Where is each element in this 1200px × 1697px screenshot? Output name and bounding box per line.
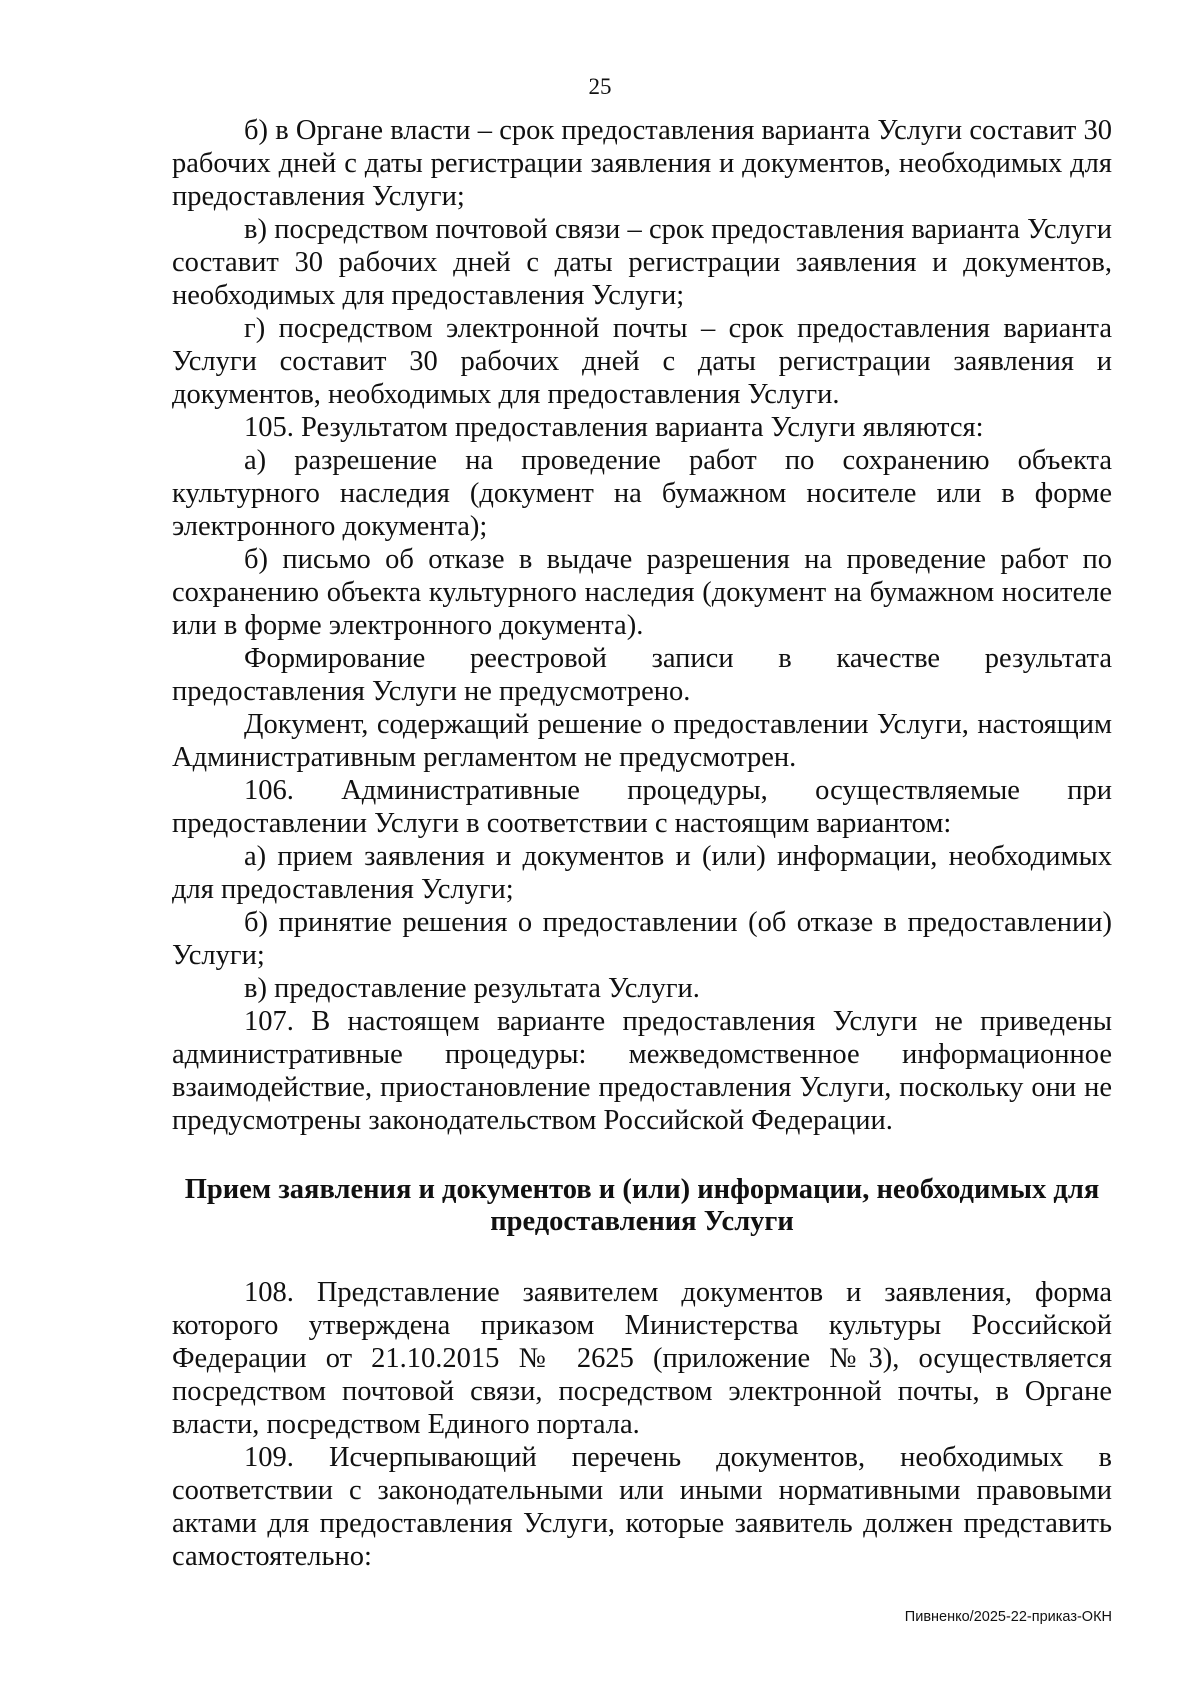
- paragraph-registry-record: Формирование реестровой записи в качестве результата предоставления Услуги не предусмотрено.: [172, 643, 1112, 707]
- paragraph-item-b-in-authority: б) в Органе власти – срок предоставления варианта Услуги составит 30 рабочих дней с даты регистрации заявления и документов, необходимых для предоставления Услуги;: [172, 115, 1112, 212]
- page-number: 25: [588, 74, 612, 99]
- document-body: [172, 114, 1112, 1573]
- paragraph-105-a: а) разрешение на проведение работ по сохранению объекта культурного наследия (документ на бумажном носителе или в форме электронного документа);: [172, 445, 1112, 542]
- paragraph-105: 105. Результатом предоставления варианта Услуги являются:: [244, 412, 984, 443]
- paragraph-106: 106. Административные процедуры, осуществляемые при предоставлении Услуги в соответствии с настоящим вариантом:: [172, 775, 1112, 839]
- paragraph-108: 108. Представление заявителем документов и заявления, форма которого утверждена приказом Министерства культуры Российской Федерации от 21.10.2015 № 2625 (приложение №3), осуществляется посредством почтовой связи, посредством электронной почты, в Органе власти, посредством Единого портала.: [172, 1277, 1112, 1440]
- paragraph-item-v-by-post: в) посредством почтовой связи – срок предоставления варианта Услуги составит 30 рабочих дней с даты регистрации заявления и документов, необходимых для предоставления Услуги;: [172, 214, 1112, 311]
- footer-reference: Пивненко/2025-22-приказ-ОКН: [904, 1609, 1112, 1625]
- paragraph-109: 109. Исчерпывающий перечень документов, необходимых в соответствии с законодательными или иными нормативными правовыми актами для предоставления Услуги, которые заявитель должен представить самостоятельно:: [172, 1442, 1112, 1572]
- paragraph-decision-document: Документ, содержащий решение о предоставлении Услуги, настоящим Административным регламентом не предусмотрен.: [172, 709, 1112, 773]
- paragraph-106-v: в) предоставление результата Услуги.: [244, 973, 700, 1004]
- paragraph-105-b: б) письмо об отказе в выдаче разрешения на проведение работ по сохранению объекта культурного наследия (документ на бумажном носителе или в форме электронного документа).: [172, 544, 1112, 641]
- paragraph-107: 107. В настоящем варианте предоставления Услуги не приведены административные процедуры: межведомственное информационное взаимодействие, приостановление предоставления Услуги, поскольку они не предусмотрены законодательством Российской Федерации.: [172, 1006, 1112, 1136]
- section-heading: Прием заявления и документов и (или) информации, необходимых для предоставления Услуги: [184, 1174, 1100, 1237]
- paragraph-106-b: б) принятие решения о предоставлении (об отказе в предоставлении) Услуги;: [172, 907, 1112, 971]
- paragraph-item-g-by-email: г) посредством электронной почты – срок предоставления варианта Услуги составит 30 рабочих дней с даты регистрации заявления и документов, необходимых для предоставления Услуги.: [172, 313, 1112, 410]
- paragraph-106-a: а) прием заявления и документов и (или) информации, необходимых для предоставления Услуги;: [172, 841, 1112, 905]
